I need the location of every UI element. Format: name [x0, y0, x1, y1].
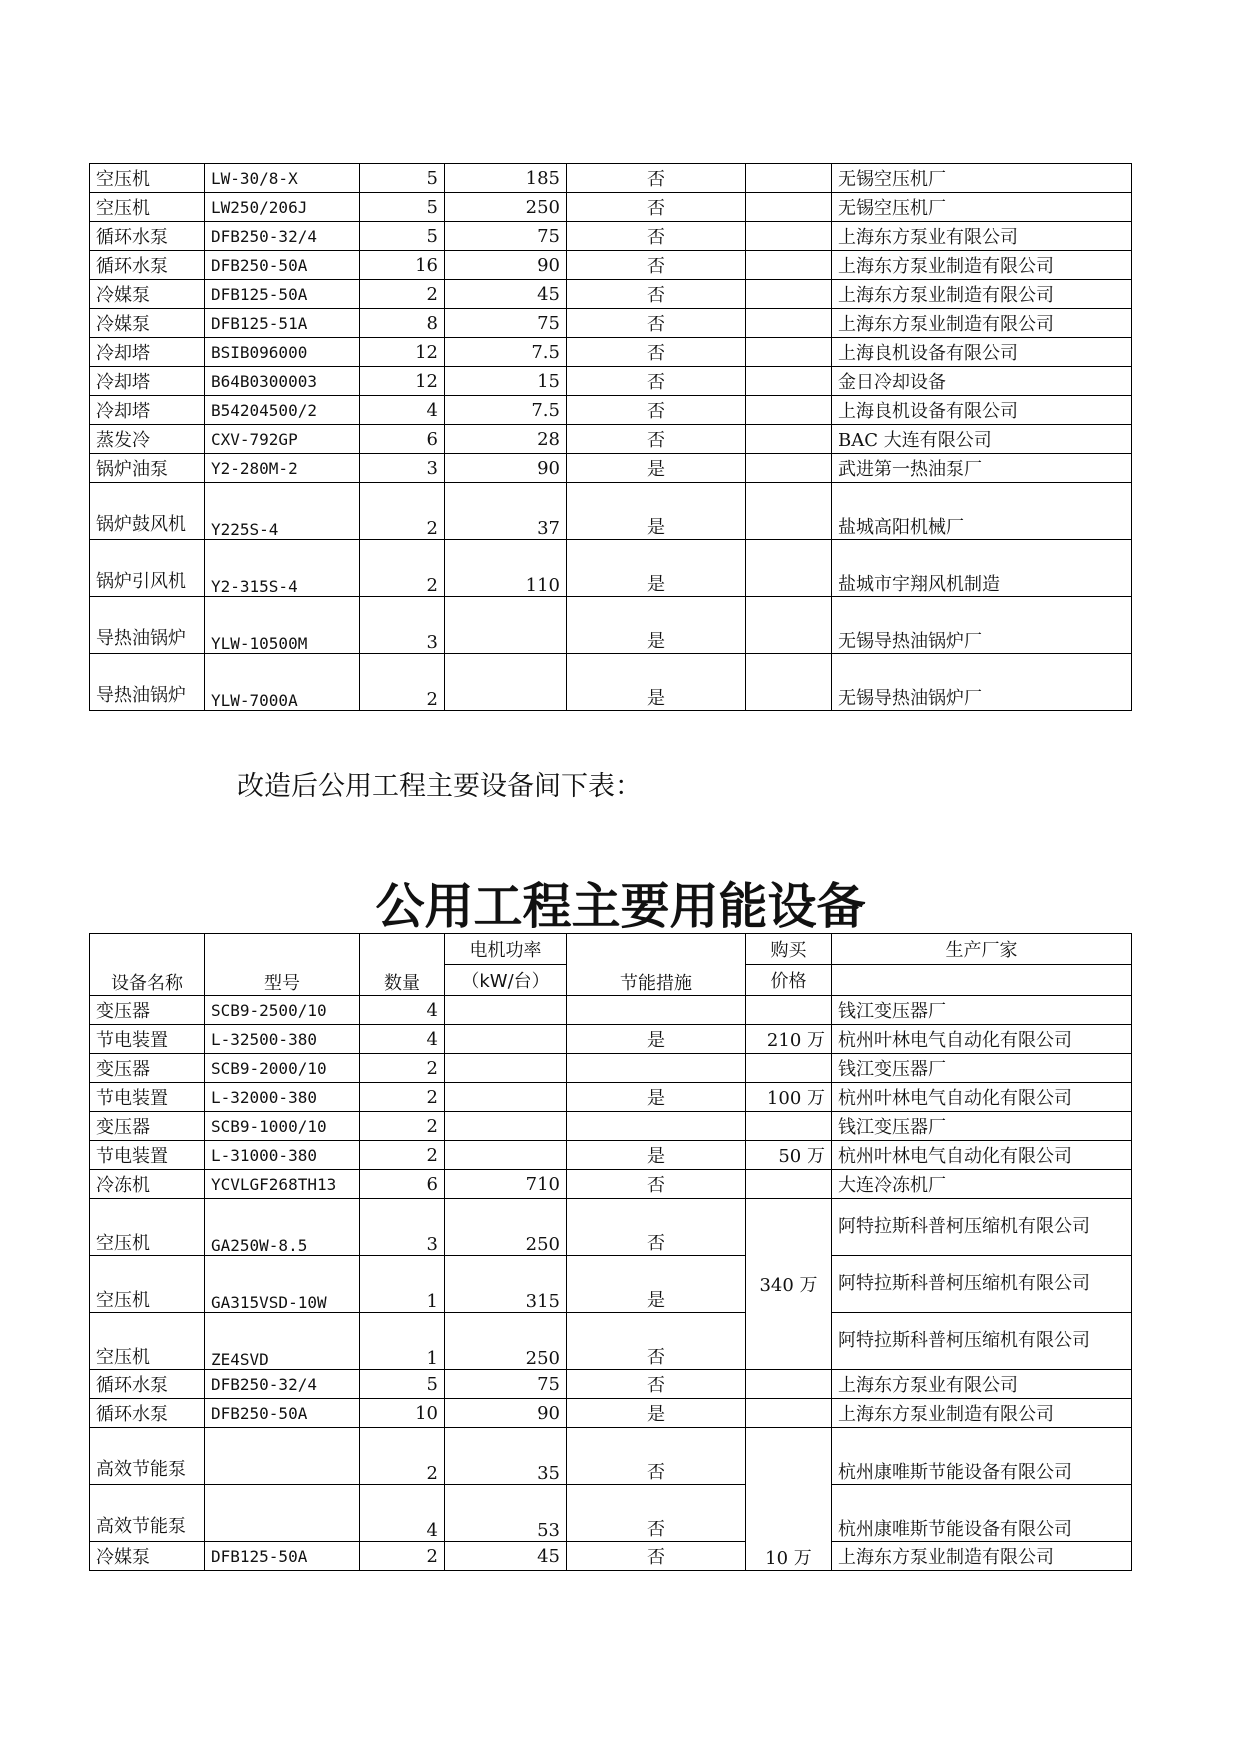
cell-maker: 上海良机设备有限公司 — [832, 396, 1132, 425]
table-row — [90, 425, 1132, 454]
cell-name: 空压机 — [90, 1256, 205, 1313]
cell-saving: 否 — [567, 1542, 746, 1571]
cell-qty: 6 — [360, 425, 445, 454]
cell-power: 710 — [445, 1170, 567, 1199]
table-row — [90, 654, 1132, 711]
cell-name: 节电装置 — [90, 1083, 205, 1112]
cell-name: 冷却塔 — [90, 396, 205, 425]
cell-qty: 10 — [360, 1399, 445, 1428]
equipment-table-before — [89, 163, 1132, 711]
cell-name: 锅炉引风机 — [90, 540, 205, 597]
cell-price — [746, 1112, 832, 1141]
header-name: 设备名称 — [90, 934, 205, 996]
cell-qty: 2 — [360, 1141, 445, 1170]
cell-saving: 是 — [567, 540, 746, 597]
table-row — [90, 280, 1132, 309]
cell-maker: 阿特拉斯科普柯压缩机有限公司 — [832, 1256, 1132, 1313]
cell-name: 冷却塔 — [90, 367, 205, 396]
table-row — [90, 367, 1132, 396]
cell-name: 锅炉油泵 — [90, 454, 205, 483]
cell-power: 75 — [445, 222, 567, 251]
cell-power: 250 — [445, 1199, 567, 1256]
cell-model: DFB125-50A — [205, 280, 360, 309]
cell-power: 35 — [445, 1428, 567, 1485]
cell-name: 导热油锅炉 — [90, 654, 205, 711]
cell-saving — [567, 996, 746, 1025]
cell-maker: 上海东方泵业制造有限公司 — [832, 251, 1132, 280]
cell-qty: 1 — [360, 1256, 445, 1313]
cell-qty: 12 — [360, 367, 445, 396]
table-row — [90, 1542, 1132, 1571]
cell-maker: 盐城高阳机械厂 — [832, 483, 1132, 540]
cell-maker: 无锡导热油锅炉厂 — [832, 654, 1132, 711]
cell-power — [445, 1112, 567, 1141]
header-saving: 节能措施 — [567, 934, 746, 996]
cell-model: DFB125-51A — [205, 309, 360, 338]
cell-name: 循环水泵 — [90, 251, 205, 280]
cell-power — [445, 1025, 567, 1054]
cell-maker: 上海东方泵业制造有限公司 — [832, 280, 1132, 309]
cell-maker: 阿特拉斯科普柯压缩机有限公司 — [832, 1199, 1132, 1256]
cell-qty: 2 — [360, 1542, 445, 1571]
cell-price — [746, 251, 832, 280]
cell-price: 100 万 — [746, 1083, 832, 1112]
cell-saving: 否 — [567, 280, 746, 309]
cell-price-blank — [746, 1370, 832, 1399]
header-qty: 数量 — [360, 934, 445, 996]
header-price-line2: 价格 — [746, 965, 832, 996]
cell-maker: 阿特拉斯科普柯压缩机有限公司 — [832, 1313, 1132, 1370]
cell-maker: 无锡空压机厂 — [832, 193, 1132, 222]
cell-name: 循环水泵 — [90, 1399, 205, 1428]
cell-saving: 否 — [567, 1485, 746, 1542]
header-maker-blank — [832, 965, 1132, 996]
cell-model: Y2-280M-2 — [205, 454, 360, 483]
cell-qty: 1 — [360, 1313, 445, 1370]
cell-price — [746, 540, 832, 597]
cell-saving: 是 — [567, 1399, 746, 1428]
equipment-table-after — [89, 933, 1132, 1571]
cell-power: 315 — [445, 1256, 567, 1313]
cell-name: 循环水泵 — [90, 1370, 205, 1399]
cell-maker: 钱江变压器厂 — [832, 1054, 1132, 1083]
cell-qty: 4 — [360, 396, 445, 425]
cell-name: 空压机 — [90, 193, 205, 222]
cell-saving: 否 — [567, 309, 746, 338]
cell-maker: 杭州康唯斯节能设备有限公司 — [832, 1485, 1132, 1542]
cell-saving: 是 — [567, 1025, 746, 1054]
cell-model: DFB250-32/4 — [205, 222, 360, 251]
table-row — [90, 1485, 1132, 1542]
cell-maker: 武进第一热油泵厂 — [832, 454, 1132, 483]
cell-power — [445, 1083, 567, 1112]
header-price-line1: 购买 — [746, 934, 832, 965]
cell-price — [746, 1170, 832, 1199]
cell-saving: 否 — [567, 1370, 746, 1399]
table-row — [90, 1256, 1132, 1313]
cell-price — [746, 396, 832, 425]
cell-price — [746, 654, 832, 711]
cell-qty: 5 — [360, 1370, 445, 1399]
table-row — [90, 454, 1132, 483]
table-row — [90, 1141, 1132, 1170]
cell-power: 250 — [445, 1313, 567, 1370]
cell-price-blank — [746, 1399, 832, 1428]
cell-price — [746, 425, 832, 454]
cell-price — [746, 367, 832, 396]
cell-qty: 3 — [360, 597, 445, 654]
cell-price: 210 万 — [746, 1025, 832, 1054]
table-row — [90, 1313, 1132, 1370]
cell-model: L-32500-380 — [205, 1025, 360, 1054]
cell-saving: 否 — [567, 367, 746, 396]
cell-name: 空压机 — [90, 164, 205, 193]
cell-model: DFB125-50A — [205, 1542, 360, 1571]
cell-qty: 8 — [360, 309, 445, 338]
header-maker: 生产厂家 — [832, 934, 1132, 965]
cell-qty: 4 — [360, 1485, 445, 1542]
cell-qty: 16 — [360, 251, 445, 280]
cell-qty: 12 — [360, 338, 445, 367]
cell-maker: 杭州叶林电气自动化有限公司 — [832, 1025, 1132, 1054]
table-row — [90, 309, 1132, 338]
cell-name: 变压器 — [90, 1054, 205, 1083]
table-row — [90, 1112, 1132, 1141]
cell-maker: 杭州叶林电气自动化有限公司 — [832, 1141, 1132, 1170]
cell-price — [746, 996, 832, 1025]
cell-name: 蒸发冷 — [90, 425, 205, 454]
cell-saving: 是 — [567, 454, 746, 483]
cell-saving: 否 — [567, 1170, 746, 1199]
cell-saving: 否 — [567, 193, 746, 222]
cell-maker: 钱江变压器厂 — [832, 996, 1132, 1025]
cell-maker: 盐城市宇翔风机制造 — [832, 540, 1132, 597]
cell-saving: 否 — [567, 1428, 746, 1485]
cell-power: 7.5 — [445, 396, 567, 425]
cell-price — [746, 338, 832, 367]
table-row — [90, 1428, 1132, 1485]
cell-name: 冷媒泵 — [90, 280, 205, 309]
cell-power: 45 — [445, 1542, 567, 1571]
cell-name: 冷冻机 — [90, 1170, 205, 1199]
header-row — [90, 934, 1132, 965]
cell-price — [746, 222, 832, 251]
cell-power: 110 — [445, 540, 567, 597]
cell-price — [746, 1054, 832, 1083]
cell-name: 冷媒泵 — [90, 1542, 205, 1571]
cell-maker: 金日冷却设备 — [832, 367, 1132, 396]
cell-name: 变压器 — [90, 996, 205, 1025]
cell-price — [746, 280, 832, 309]
intro-text: 改造后公用工程主要设备间下表： — [237, 771, 642, 802]
cell-model: B54204500/2 — [205, 396, 360, 425]
cell-qty: 4 — [360, 996, 445, 1025]
cell-model: DFB250-50A — [205, 251, 360, 280]
cell-qty: 2 — [360, 1112, 445, 1141]
cell-power — [445, 654, 567, 711]
cell-name: 导热油锅炉 — [90, 597, 205, 654]
cell-power: 37 — [445, 483, 567, 540]
table-row — [90, 540, 1132, 597]
cell-model: YLW-10500M — [205, 597, 360, 654]
cell-qty: 2 — [360, 654, 445, 711]
cell-price — [746, 309, 832, 338]
cell-qty: 3 — [360, 1199, 445, 1256]
cell-saving — [567, 1112, 746, 1141]
cell-saving: 否 — [567, 338, 746, 367]
header-model: 型号 — [205, 934, 360, 996]
cell-model: LW250/206J — [205, 193, 360, 222]
cell-saving: 是 — [567, 483, 746, 540]
cell-model — [205, 1428, 360, 1485]
cell-name: 高效节能泵 — [90, 1428, 205, 1485]
cell-qty: 2 — [360, 1083, 445, 1112]
cell-power: 90 — [445, 454, 567, 483]
cell-power: 28 — [445, 425, 567, 454]
cell-qty: 3 — [360, 454, 445, 483]
cell-qty: 2 — [360, 280, 445, 309]
cell-saving: 是 — [567, 1141, 746, 1170]
cell-name: 节电装置 — [90, 1141, 205, 1170]
table-row — [90, 222, 1132, 251]
header-power-line1: 电机功率 — [445, 934, 567, 965]
table-row — [90, 1199, 1132, 1256]
cell-power: 250 — [445, 193, 567, 222]
cell-maker: 无锡空压机厂 — [832, 164, 1132, 193]
cell-saving: 否 — [567, 251, 746, 280]
cell-qty: 4 — [360, 1025, 445, 1054]
cell-model: Y2-315S-4 — [205, 540, 360, 597]
cell-price: 50 万 — [746, 1141, 832, 1170]
cell-saving: 是 — [567, 654, 746, 711]
cell-qty: 5 — [360, 164, 445, 193]
cell-power — [445, 996, 567, 1025]
cell-name: 循环水泵 — [90, 222, 205, 251]
cell-name: 变压器 — [90, 1112, 205, 1141]
cell-saving: 是 — [567, 597, 746, 654]
cell-model: YLW-7000A — [205, 654, 360, 711]
cell-name: 空压机 — [90, 1199, 205, 1256]
cell-maker: 杭州叶林电气自动化有限公司 — [832, 1083, 1132, 1112]
cell-saving: 是 — [567, 1083, 746, 1112]
table-row — [90, 483, 1132, 540]
cell-model: ZE4SVD — [205, 1313, 360, 1370]
cell-saving: 否 — [567, 425, 746, 454]
cell-model: CXV-792GP — [205, 425, 360, 454]
cell-maker: 大连冷冻机厂 — [832, 1170, 1132, 1199]
table-row — [90, 1054, 1132, 1083]
cell-saving: 否 — [567, 164, 746, 193]
cell-power — [445, 1054, 567, 1083]
cell-power: 75 — [445, 309, 567, 338]
cell-power: 75 — [445, 1370, 567, 1399]
cell-power: 7.5 — [445, 338, 567, 367]
cell-saving: 是 — [567, 1256, 746, 1313]
cell-name: 冷媒泵 — [90, 309, 205, 338]
cell-price — [746, 164, 832, 193]
table-row — [90, 1083, 1132, 1112]
cell-maker: 上海东方泵业有限公司 — [832, 1370, 1132, 1399]
cell-power: 15 — [445, 367, 567, 396]
cell-saving: 否 — [567, 1199, 746, 1256]
cell-maker: 上海东方泵业制造有限公司 — [832, 1399, 1132, 1428]
cell-power — [445, 597, 567, 654]
table-row — [90, 193, 1132, 222]
cell-model: GA315VSD-10W — [205, 1256, 360, 1313]
cell-model: LW-30/8-X — [205, 164, 360, 193]
table-row — [90, 1399, 1132, 1428]
table-row — [90, 1370, 1132, 1399]
cell-model: BSIB096000 — [205, 338, 360, 367]
cell-maker: 上海东方泵业制造有限公司 — [832, 309, 1132, 338]
cell-maker: 无锡导热油锅炉厂 — [832, 597, 1132, 654]
cell-price-merged: 10 万 — [746, 1428, 832, 1571]
cell-name: 空压机 — [90, 1313, 205, 1370]
cell-model: L-31000-380 — [205, 1141, 360, 1170]
cell-maker: 杭州康唯斯节能设备有限公司 — [832, 1428, 1132, 1485]
cell-qty: 2 — [360, 483, 445, 540]
cell-power: 185 — [445, 164, 567, 193]
cell-qty: 6 — [360, 1170, 445, 1199]
cell-price — [746, 597, 832, 654]
cell-name: 节电装置 — [90, 1025, 205, 1054]
cell-price-merged: 340 万 — [746, 1199, 832, 1370]
cell-price — [746, 483, 832, 540]
cell-power: 53 — [445, 1485, 567, 1542]
cell-qty: 5 — [360, 222, 445, 251]
cell-qty: 2 — [360, 1428, 445, 1485]
cell-maker: 钱江变压器厂 — [832, 1112, 1132, 1141]
cell-name: 锅炉鼓风机 — [90, 483, 205, 540]
table-row — [90, 251, 1132, 280]
cell-model: Y225S-4 — [205, 483, 360, 540]
cell-saving: 否 — [567, 222, 746, 251]
cell-model — [205, 1485, 360, 1542]
cell-power: 45 — [445, 280, 567, 309]
cell-saving — [567, 1054, 746, 1083]
cell-saving: 否 — [567, 1313, 746, 1370]
cell-qty: 2 — [360, 540, 445, 597]
table-row — [90, 597, 1132, 654]
cell-qty: 2 — [360, 1054, 445, 1083]
cell-model: DFB250-50A — [205, 1399, 360, 1428]
cell-model: B64B0300003 — [205, 367, 360, 396]
cell-price — [746, 454, 832, 483]
table-row — [90, 1025, 1132, 1054]
cell-model: DFB250-32/4 — [205, 1370, 360, 1399]
cell-model: GA250W-8.5 — [205, 1199, 360, 1256]
cell-saving: 否 — [567, 396, 746, 425]
table-row — [90, 1170, 1132, 1199]
cell-name: 冷却塔 — [90, 338, 205, 367]
cell-model: SCB9-1000/10 — [205, 1112, 360, 1141]
cell-maker: 上海良机设备有限公司 — [832, 338, 1132, 367]
cell-name: 高效节能泵 — [90, 1485, 205, 1542]
cell-model: SCB9-2000/10 — [205, 1054, 360, 1083]
cell-power: 90 — [445, 251, 567, 280]
cell-maker: BAC 大连有限公司 — [832, 425, 1132, 454]
table-title: 公用工程主要用能设备 — [375, 878, 866, 935]
header-power-line2: （kW/台） — [445, 965, 567, 996]
table-row — [90, 396, 1132, 425]
table-row — [90, 338, 1132, 367]
table-row — [90, 996, 1132, 1025]
cell-qty: 5 — [360, 193, 445, 222]
cell-power — [445, 1141, 567, 1170]
cell-maker: 上海东方泵业制造有限公司 — [832, 1542, 1132, 1571]
cell-model: YCVLGF268TH13 — [205, 1170, 360, 1199]
cell-model: SCB9-2500/10 — [205, 996, 360, 1025]
cell-maker: 上海东方泵业有限公司 — [832, 222, 1132, 251]
cell-model: L-32000-380 — [205, 1083, 360, 1112]
cell-power: 90 — [445, 1399, 567, 1428]
cell-price — [746, 193, 832, 222]
table-row — [90, 164, 1132, 193]
